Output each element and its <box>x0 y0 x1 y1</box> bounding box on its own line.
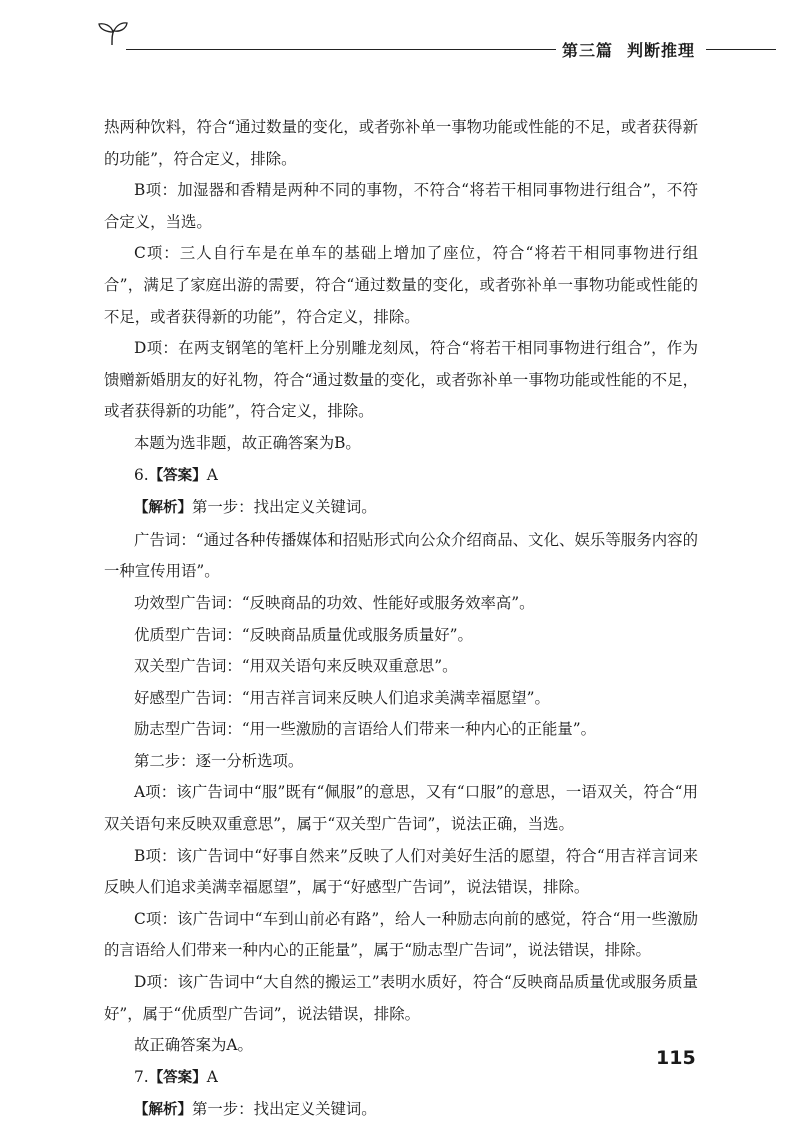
paragraph: 双关型广告词：“用双关语句来反映双重意思”。 <box>134 657 458 676</box>
header-section: 判断推理 <box>627 41 696 60</box>
sprout-icon <box>96 20 130 46</box>
paragraph: 励志型广告词：“用一些激励的言语给人们带来一种内心的正能量”。 <box>134 720 597 739</box>
analysis-text: 第一步：找出定义关键词。 <box>192 1100 377 1119</box>
answer-tag: 【答案】 <box>148 467 207 484</box>
page-number: 115 <box>656 1047 696 1069</box>
answer-value: A <box>206 1067 218 1086</box>
paragraph: C项：三人自行车是在单车的基础上增加了座位，符合“将若干相同事物进行组合”，满足了家庭出游的需要，符合“通过数量的变化，或者弥补单一事物功能或性能的不足，或者获得新的功能”，符合定义，排除。 <box>104 244 698 326</box>
paragraph: 广告词：“通过各种传播媒体和招贴形式向公众介绍商品、文化、娱乐等服务内容的一种宣传用语”。 <box>104 530 698 581</box>
analysis-tag: 【解析】 <box>134 500 192 517</box>
paragraph: 好感型广告词：“用吉祥言词来反映人们追求美满幸福愿望”。 <box>134 688 550 707</box>
answer-tag: 【答案】 <box>148 1069 207 1086</box>
paragraph: C项：该广告词中“车到山前必有路”，给人一种励志向前的感觉，符合“用一些激励的言语给人们带来一种内心的正能量”，属于“励志型广告词”，说法错误，排除。 <box>104 909 698 960</box>
paragraph: 热两种饮料，符合“通过数量的变化，或者弥补单一事物功能或性能的不足，或者获得新的功能”，符合定义，排除。 <box>104 118 698 168</box>
analysis-tag: 【解析】 <box>134 1102 192 1119</box>
question-number: 7. <box>134 1067 149 1086</box>
header-part: 第三篇 <box>562 41 614 60</box>
paragraph: 本题为选非题，故正确答案为B。 <box>134 433 361 452</box>
paragraph: 功效型广告词：“反映商品的功效、性能好或服务效率高”。 <box>134 593 535 612</box>
page-content <box>104 112 698 1127</box>
header-title <box>562 38 695 61</box>
header-rule-left <box>126 49 556 50</box>
paragraph: D项：该广告词中“大自然的搬运工”表明水质好，符合“反映商品质量优或服务质量好”，属于“优质型广告词”，说法错误，排除。 <box>104 973 698 1023</box>
paragraph: A项：该广告词中“服”既有“佩服”的意思，又有“口服”的意思，一语双关，符合“用双关语句来反映双重意思”，属于“双关型广告词”，说法正确，当选。 <box>104 783 698 834</box>
question-number: 6. <box>134 465 149 484</box>
paragraph: 故正确答案为A。 <box>134 1036 253 1055</box>
header-rule-right <box>706 49 776 50</box>
analysis-text: 第一步：找出定义关键词。 <box>192 498 377 517</box>
paragraph: 优质型广告词：“反映商品质量优或服务质量好”。 <box>134 625 473 644</box>
paragraph: B项：加湿器和香精是两种不同的事物，不符合“将若干相同事物进行组合”，不符合定义，当选。 <box>104 181 698 231</box>
analysis-line-q7 <box>104 1094 698 1127</box>
analysis-line-q6 <box>104 492 698 525</box>
answer-value: A <box>206 465 218 484</box>
paragraph: D项：在两支钢笔的笔杆上分别雕龙刻凤，符合“将若干相同事物进行组合”，作为馈赠新婚朋友的好礼物，符合“通过数量的变化，或者弥补单一事物功能或性能的不足，或者获得新的功能”，符合定义，排除。 <box>104 339 698 421</box>
answer-line-q7 <box>104 1062 698 1095</box>
paragraph: 第二步：逐一分析选项。 <box>134 751 304 770</box>
paragraph: B项：该广告词中“好事自然来”反映了人们对美好生活的愿望，符合“用吉祥言词来反映人们追求美满幸福愿望”，属于“好感型广告词”，说法错误，排除。 <box>104 846 698 897</box>
answer-line-q6 <box>104 460 698 493</box>
page-header <box>0 0 800 70</box>
